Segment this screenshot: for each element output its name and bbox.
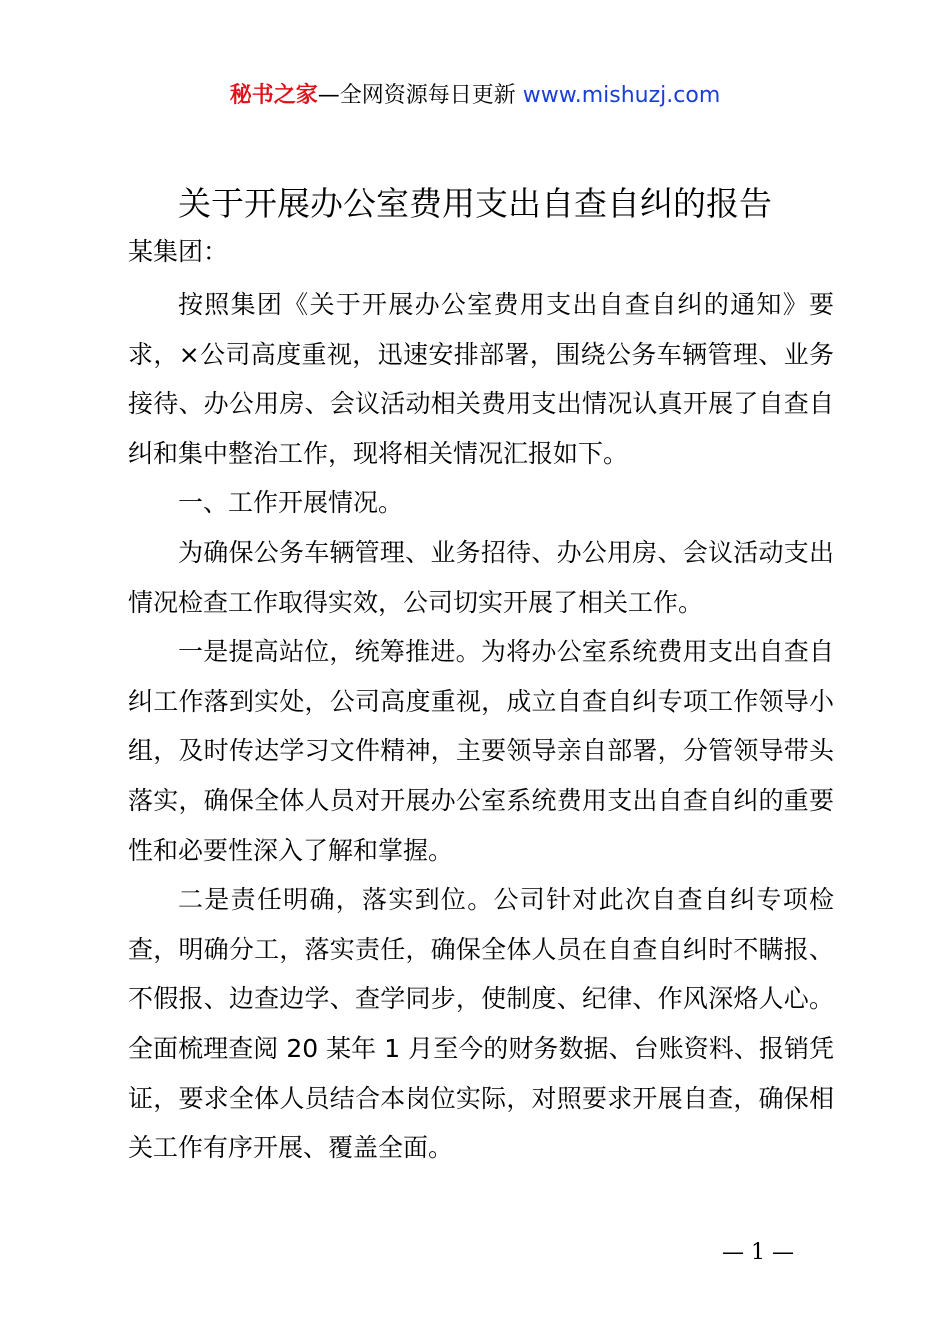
site-tagline: —全网资源每日更新 — [317, 83, 523, 108]
site-brand: 秘书之家 — [229, 83, 318, 108]
page-number: — 1 — — [722, 1240, 794, 1265]
paragraph-overview: 为确保公务车辆管理、业务招待、办公用房、会议活动支出情况检查工作取得实效，公司切实开展了相关工作。 — [128, 537, 834, 617]
site-header — [0, 80, 950, 112]
section-heading: 一、工作开展情况。 — [178, 488, 404, 518]
document-body — [128, 280, 834, 1173]
paragraph-point-one: 一是提高站位，统筹推进。为将办公室系统费用支出自查自纠工作落到实处，公司高度重视，成立自查自纠专项工作领导小组，及时传达学习文件精神，主要领导亲自部署，分管领导带头落实，确保全体人员对开展办公室系统费用支出自查自纠的重要性和必要性深入了解和掌握。 — [128, 637, 834, 865]
paragraph-intro: 按照集团《关于开展办公室费用支出自查自纠的通知》要求，×公司高度重视，迅速安排部署，围绕公务车辆管理、业务接待、办公用房、会议活动相关费用支出情况认真开展了自查自纠和集中整治工作，现将相关情况汇报如下。 — [128, 290, 834, 468]
document-title: 关于开展办公室费用支出自查自纠的报告 — [178, 184, 772, 223]
paragraph-point-two: 二是责任明确，落实到位。公司针对此次自查自纠专项检查，明确分工，落实责任，确保全体人员在自查自纠时不瞒报、不假报、边查边学、查学同步，使制度、纪律、作风深烙人心。全面梳理查阅 20 某年 1 月至今的财务数据、台账资料、报销凭证，要求全体人员结合本岗位实际，对照要求开展自查，确保相关工作有序开展、覆盖全面。 — [128, 885, 834, 1163]
salutation: 某集团： — [128, 237, 229, 266]
site-url: www.mishuzj.com — [522, 83, 721, 108]
